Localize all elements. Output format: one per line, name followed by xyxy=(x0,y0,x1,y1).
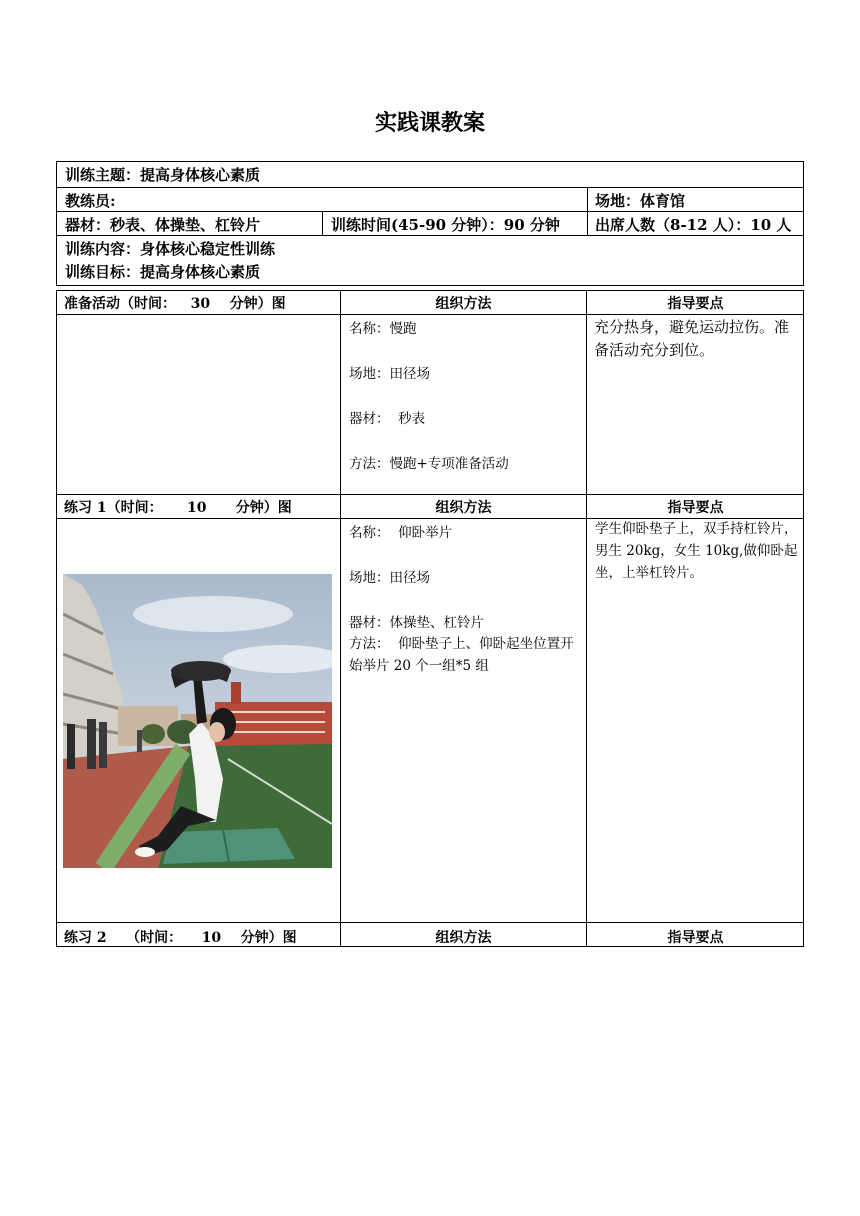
warmup-org-name: 名称：慢跑 xyxy=(349,321,417,337)
warmup-heading: 准备活动（时间： 30 分钟）图 xyxy=(64,296,286,312)
warmup-tips-heading: 指导要点 xyxy=(667,296,724,312)
attendance-label: 出席人数（8-12 人）：10 人 xyxy=(595,216,792,234)
ex1-tips: 学生仰卧垫子上，双手持杠铃片，男生 20kg，女生 10kg,做仰卧起坐，上举杠铃片。 xyxy=(595,521,798,581)
ex2-org-heading: 组织方法 xyxy=(435,930,492,946)
ex1-tips-heading: 指导要点 xyxy=(667,500,724,516)
page-title: 实践课教案 xyxy=(374,110,485,136)
ex2-heading: 练习 2 （时间： 10 分钟）图 xyxy=(64,930,297,946)
venue-label: 场地：体育馆 xyxy=(595,192,686,210)
warmup-org-method: 方法：慢跑+专项准备活动 xyxy=(349,456,509,472)
warmup-org-venue: 场地：田径场 xyxy=(349,366,430,382)
training-content: 训练内容：身体核心稳定性训练 xyxy=(65,240,276,258)
training-goal: 训练目标：提高身体核心素质 xyxy=(65,263,261,281)
equipment-label: 器材：秒表、体操垫、杠铃片 xyxy=(65,216,261,234)
ex1-org-method: 方法： 仰卧垫子上、仰卧起坐位置开始举片 20 个一组*5 组 xyxy=(349,636,574,674)
warmup-org-equipment: 器材： 秒表 xyxy=(349,411,426,427)
coach-label: 教练员: xyxy=(65,192,116,210)
duration-label: 训练时间(45-90 分钟）：90 分钟 xyxy=(331,216,560,234)
warmup-tips: 充分热身，避免运动拉伤。准备活动充分到位。 xyxy=(594,318,790,359)
warmup-org-heading: 组织方法 xyxy=(435,296,492,312)
exercise-photo xyxy=(63,574,332,868)
ex2-tips-heading: 指导要点 xyxy=(667,930,724,946)
ex1-org-heading: 组织方法 xyxy=(435,500,492,516)
ex1-org-name: 名称： 仰卧举片 xyxy=(349,525,453,541)
ex1-heading: 练习 1（时间： 10 分钟）图 xyxy=(64,500,292,516)
ex1-org-equipment: 器材：体操垫、杠铃片 xyxy=(349,615,484,631)
ex1-org-venue: 场地：田径场 xyxy=(349,570,430,586)
training-theme: 训练主题：提高身体核心素质 xyxy=(65,166,261,184)
